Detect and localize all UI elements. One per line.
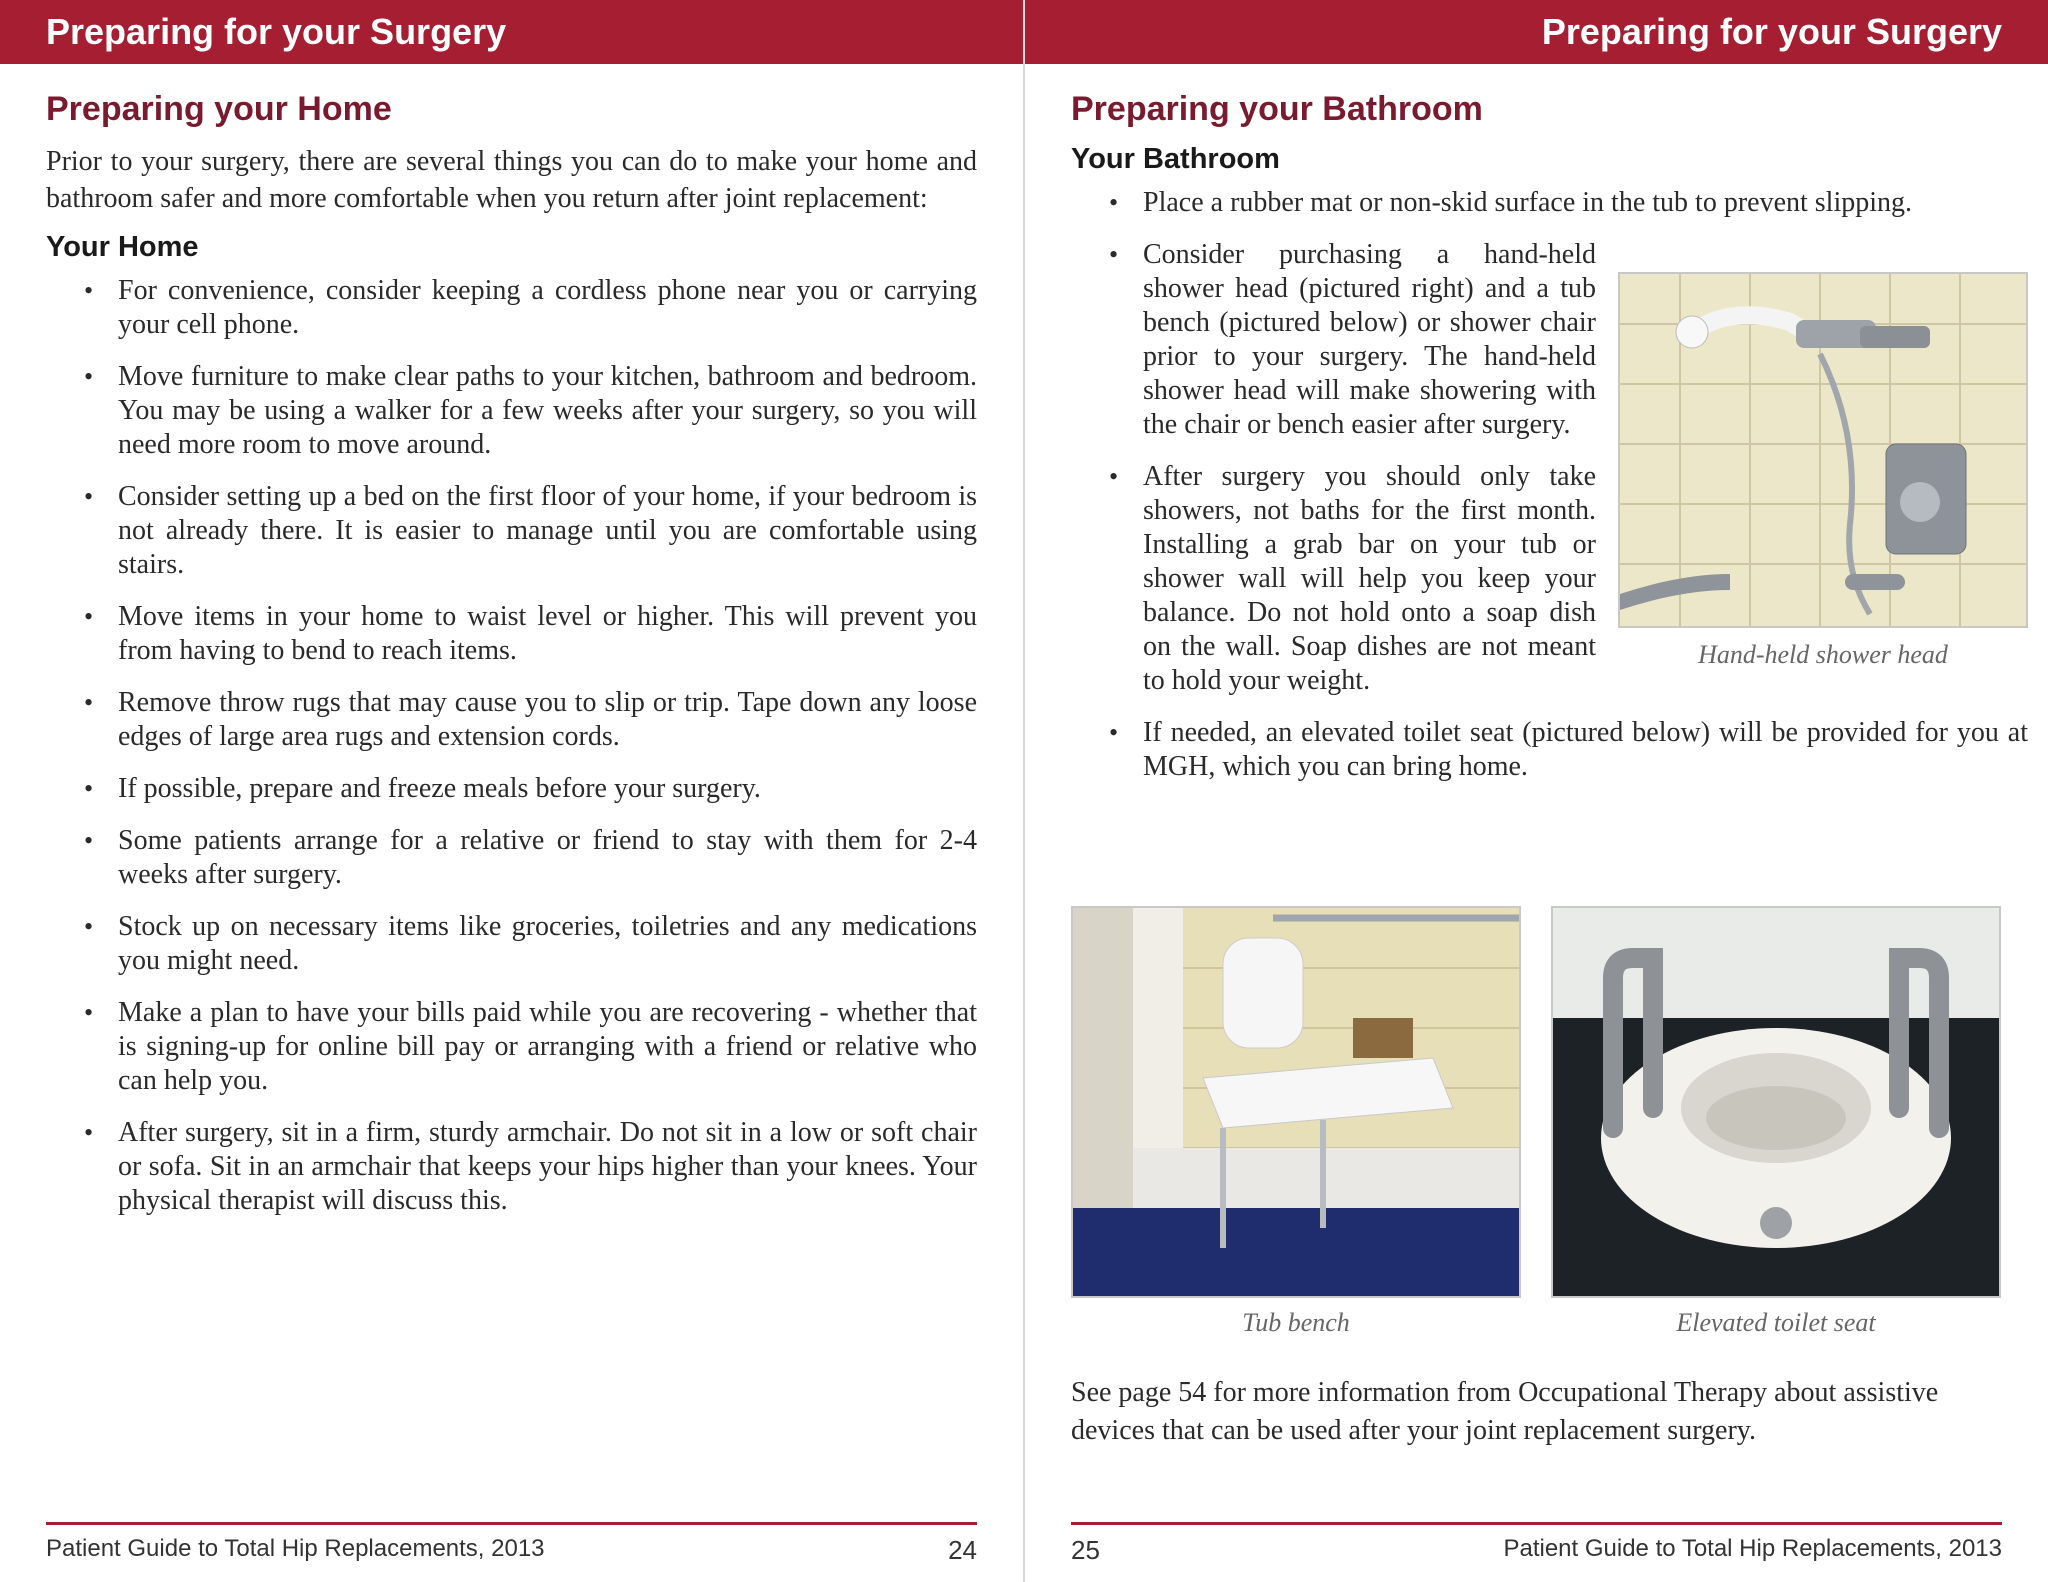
list-item: • Some patients arrange for a relative or friend to stay with them for 2-4 weeks after surgery. [118, 824, 977, 892]
tub-bench-figure [1071, 906, 1521, 1338]
page-footer [46, 1522, 977, 1565]
list-item: • After surgery, sit in a firm, sturdy armchair. Do not sit in a low or soft chair or sofa. Sit in an armchair that keeps your hips higher than your knees. Your physical therapist will discuss this. [118, 1116, 977, 1218]
subheading-your-bathroom: Your Bathroom [1071, 143, 1280, 175]
page-number: 24 [948, 1535, 977, 1565]
list-item: • Make a plan to have your bills paid while you are recovering - whether that is signing-up for online bill pay or arranging with a friend or relative who can help you. [118, 996, 977, 1098]
subheading-your-home: Your Home [46, 231, 199, 263]
toilet-seat-photo [1551, 906, 2001, 1298]
right-page [1025, 0, 2048, 1582]
right-content [1071, 64, 2028, 802]
page-footer [1071, 1522, 2002, 1565]
list-item: • Place a rubber mat or non-skid surface in the tub to prevent slipping. [1143, 186, 2002, 220]
tub-bench-image [1073, 908, 1519, 1296]
toilet-seat-image [1553, 908, 1999, 1296]
page-header: Preparing for your Surgery [1025, 0, 2048, 64]
toilet-seat-figure [1551, 906, 2001, 1338]
closing-paragraph: See page 54 for more information from Occupational Therapy about assistive devices that can be used after your joint replacement surgery. [1071, 1377, 1939, 1446]
list-item: • After surgery you should only take showers, not baths for the first month. Installing a grab bar on your tub or shower wall will help you keep your balance. Do not hold onto a soap dish on the wall. Soap dishes are not meant to hold your weight. [1143, 460, 2028, 698]
page-header: Preparing for your Surgery [0, 0, 1023, 64]
page-number: 25 [1071, 1535, 1100, 1565]
home-bullet-list [46, 274, 977, 1218]
footer-title: Patient Guide to Total Hip Replacements, 2013 [46, 1535, 545, 1562]
section-title: Preparing your Bathroom [1071, 90, 1483, 128]
tub-bench-caption: Tub bench [1242, 1308, 1350, 1337]
bathroom-bullet-list [1071, 186, 2028, 784]
shower-caption: • Hand-held shower head [1698, 640, 1948, 669]
list-item: • If needed, an elevated toilet seat (pictured below) will be provided for you at MGH, which you can bring home. [1143, 716, 2028, 784]
list-item: • Consider setting up a bed on the first floor of your home, if your bedroom is not already there. It is easier to manage until you are comfortable using stairs. [118, 480, 977, 582]
left-content [46, 64, 977, 1236]
intro-paragraph: Prior to your surgery, there are several things you can do to make your home and bathroom safer and more comfortable when you return after joint replacement: [46, 146, 977, 214]
list-item: • Move items in your home to waist level or higher. This will prevent you from having to bend to reach items. [118, 600, 977, 668]
list-item: • Remove throw rugs that may cause you to slip or trip. Tape down any loose edges of large area rugs and extension cords. [118, 686, 977, 754]
left-page [0, 0, 1023, 1582]
list-item: • Stock up on necessary items like groceries, toiletries and any medications you might need. [118, 910, 977, 978]
footer-title: Patient Guide to Total Hip Replacements, 2013 [1503, 1535, 2002, 1562]
list-item: • For convenience, consider keeping a cordless phone near you or carrying your cell phone. [118, 274, 977, 342]
list-item: • Move furniture to make clear paths to your kitchen, bathroom and bedroom. You may be using a walker for a few weeks after your surgery, so you will need more room to move around. [118, 360, 977, 462]
tub-bench-photo [1071, 906, 1521, 1298]
bottom-figures [1071, 906, 2001, 1336]
list-item: • If possible, prepare and freeze meals before your surgery. [118, 772, 977, 806]
section-title: Preparing your Home [46, 90, 392, 128]
list-item-text: Consider purchasing a hand-held shower head (pictured right) and a tub bench (pictured below) or shower chair prior to your surgery. The hand-held shower head will make showering with the chair or bench easier after surgery. [1143, 239, 1596, 440]
toilet-seat-caption: Elevated toilet seat [1676, 1308, 1876, 1337]
